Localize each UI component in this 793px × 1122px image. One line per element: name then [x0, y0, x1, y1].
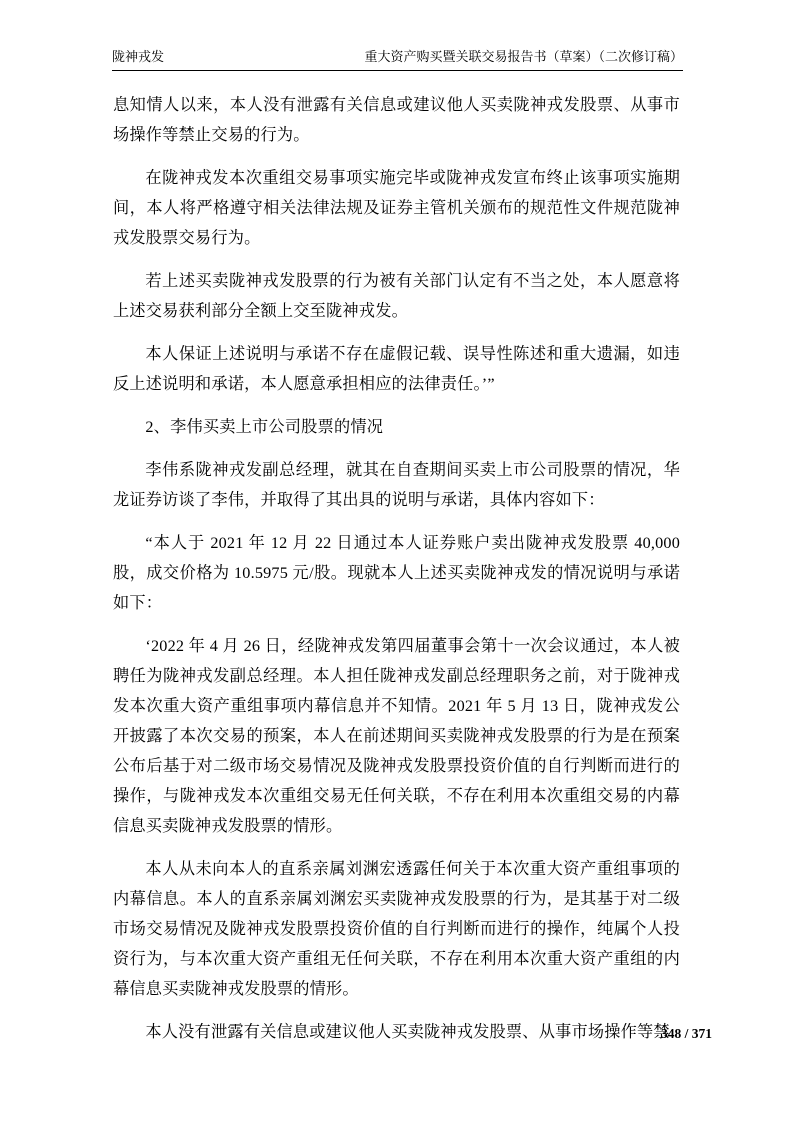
paragraph: 李伟系陇神戎发副总经理，就其在自查期间买卖上市公司股票的情况，华龙证券访谈了李伟，并取得了其出具的说明与承诺，具体内容如下：	[113, 461, 680, 509]
page-number: 348 / 371	[660, 1026, 712, 1041]
paragraph: 本人保证上述说明与承诺不存在虚假记载、误导性陈述和重大遗漏，如违反上述说明和承诺，本人愿意承担相应的法律责任。’”	[113, 345, 680, 393]
header-document-title: 重大资产购买暨关联交易报告书（草案）（二次修订稿）	[364, 49, 683, 64]
document-body	[113, 90, 680, 1060]
paragraph: “本人于 2021 年 12 月 22 日通过本人证券账户卖出陇神戎发股票 40,000 股，成交价格为 10.5975 元/股。现就本人上述买卖陇神戎发的情况说明与承诺如下：	[113, 534, 680, 612]
paragraph: ‘2022 年 4 月 26 日，经陇神戎发第四届董事会第十一次会议通过，本人被聘任为陇神戎发副总经理。本人担任陇神戎发副总经理职务之前，对于陇神戎发本次重大资产重组事项内幕信息并不知情。2021 年 5 月 13 日，陇神戎发公开披露了本次交易的预案，本人在前述期间买卖陇神戎发股票的行为是在预案公布后基于对二级市场交易情况及陇神戎发股票投资价值的自行判断而进行的操作，与陇神戎发本次重组交易无任何关联，不存在利用本次重组交易的内幕信息买卖陇神戎发股票的情形。	[113, 637, 680, 835]
page-footer	[661, 1026, 712, 1042]
paragraph: 本人从未向本人的直系亲属刘渊宏透露任何关于本次重大资产重组事项的内幕信息。本人的直系亲属刘渊宏买卖陇神戎发股票的行为，是其基于对二级市场交易情况及陇神戎发股票投资价值的自行判断而进行的操作，纯属个人投资行为，与本次重大资产重组无任何关联，不存在利用本次重大资产重组的内幕信息买卖陇神戎发股票的情形。	[113, 860, 680, 998]
header-company-name: 陇神戎发	[112, 49, 165, 64]
paragraph-cutoff: 本人没有泄露有关信息或建议他人买卖陇神戎发股票、从事市场操作等禁	[145, 1023, 670, 1041]
paragraph: 在陇神戎发本次重组交易事项实施完毕或陇神戎发宣布终止该事项实施期间，本人将严格遵守相关法律法规及证券主管机关颁布的规范性文件规范陇神戎发股票交易行为。	[113, 169, 680, 247]
section-heading: 2、李伟买卖上市公司股票的情况	[145, 418, 384, 436]
paragraph-continuation: 息知情人以来，本人没有泄露有关信息或建议他人买卖陇神戎发股票、从事市场操作等禁止交易的行为。	[113, 96, 680, 144]
page-header	[112, 49, 683, 71]
paragraph: 若上述买卖陇神戎发股票的行为被有关部门认定有不当之处，本人愿意将上述交易获利部分全额上交至陇神戎发。	[113, 272, 680, 320]
